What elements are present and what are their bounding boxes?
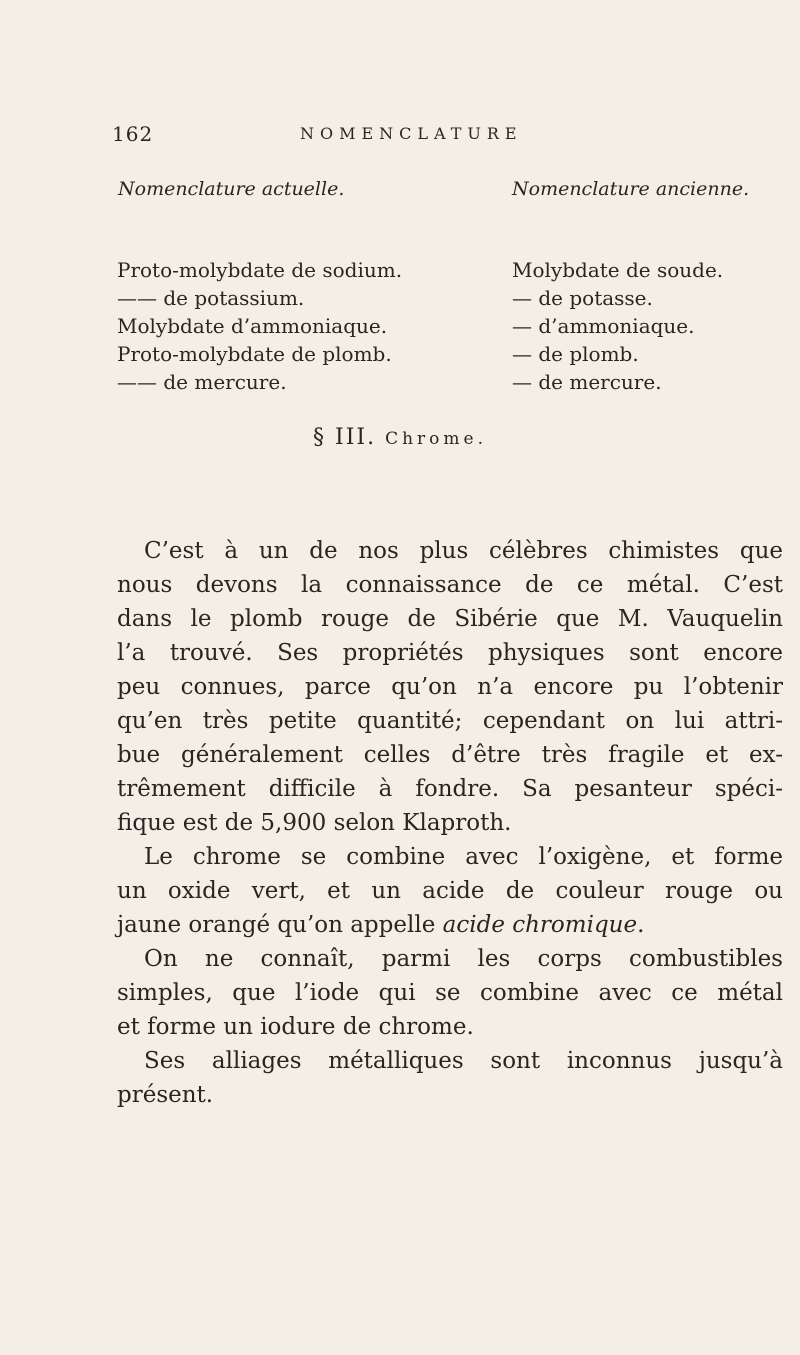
table-row <box>0 370 800 398</box>
text-line: un oxide vert, et un acide de couleur rouge ou <box>117 878 783 904</box>
table-cell: —— de mercure. <box>117 370 287 394</box>
table-cell: — de potasse. <box>512 286 653 310</box>
table-cell: Proto-molybdate de plomb. <box>117 342 392 366</box>
text-line: qu’en très petite quantité; cependant on lui attri- <box>117 708 783 734</box>
section-number: § III. <box>313 425 377 450</box>
text-line: simples, que l’iode qui se combine avec ce métal <box>117 980 783 1006</box>
text-line: bue généralement celles d’être très fragile et ex- <box>117 742 783 768</box>
running-head <box>0 122 800 152</box>
text-fragment: . <box>637 912 645 938</box>
section-heading <box>0 425 800 450</box>
text-line: fique est de 5,900 selon Klaproth. <box>117 810 512 836</box>
text-line: trêmement difficile à fondre. Sa pesanteur spéci- <box>117 776 783 802</box>
table-cell: Proto-molybdate de sodium. <box>117 258 403 282</box>
body-text <box>117 534 783 1112</box>
column-headers <box>0 178 800 208</box>
text-line: l’a trouvé. Ses propriétés physiques sont encore <box>117 640 783 666</box>
table-row <box>0 286 800 314</box>
table-cell: —— de potassium. <box>117 286 305 310</box>
nomenclature-table <box>0 258 800 398</box>
text-fragment: jaune orangé qu’on appelle <box>117 912 443 938</box>
text-line: Ses alliages métalliques sont inconnus jusqu’à <box>144 1048 783 1074</box>
column-title-current: Nomenclature actuelle. <box>118 178 345 200</box>
table-cell: — de mercure. <box>512 370 662 394</box>
table-cell: Molybdate d’ammoniaque. <box>117 314 388 338</box>
table-cell: — d’ammoniaque. <box>512 314 695 338</box>
page-number: 162 <box>112 122 154 146</box>
italic-term: acide chromique <box>442 912 638 938</box>
text-line: nous devons la connaissance de ce métal. C’est <box>117 572 783 598</box>
table-row <box>0 342 800 370</box>
text-line: et forme un iodure de chrome. <box>117 1014 474 1040</box>
text-line: dans le plomb rouge de Sibérie que M. Vauquelin <box>117 606 783 632</box>
table-row <box>0 258 800 286</box>
text-line <box>117 908 783 942</box>
running-title: NOMENCLATURE <box>300 124 523 143</box>
section-title: Chrome. <box>385 429 487 449</box>
table-cell: Molybdate de soude. <box>512 258 724 282</box>
text-line: On ne connaît, parmi les corps combustibles <box>144 946 783 972</box>
table-cell: — de plomb. <box>512 342 639 366</box>
text-line: peu connues, parce qu’on n’a encore pu l’obtenir <box>117 674 783 700</box>
text-line: C’est à un de nos plus célèbres chimistes que <box>144 538 783 564</box>
column-title-old: Nomenclature ancienne. <box>512 178 750 200</box>
text-line: présent. <box>117 1082 214 1108</box>
table-row <box>0 314 800 342</box>
text-line: Le chrome se combine avec l’oxigène, et forme <box>144 844 783 870</box>
